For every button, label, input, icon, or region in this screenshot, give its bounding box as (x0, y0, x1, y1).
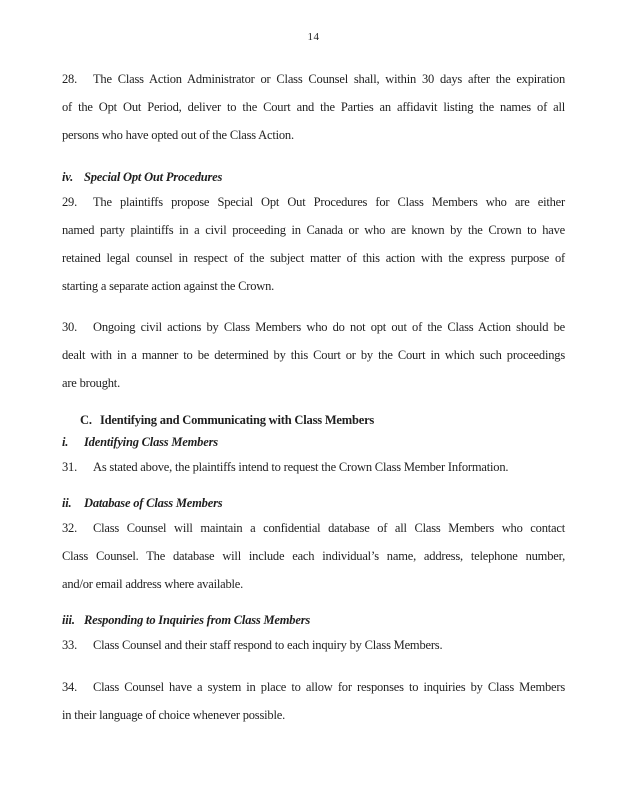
paragraph-line: are brought. (62, 376, 120, 390)
paragraph-29 (62, 188, 565, 300)
subheading-iii-responding (62, 609, 565, 631)
paragraph-30 (62, 313, 565, 397)
paragraph-text: Class Counsel and their staff respond to each inquiry by Class Members. (93, 638, 443, 652)
paragraph-number: 33. (62, 638, 78, 652)
paragraph-line: of the Opt Out Period, deliver to the Court and the Parties an affidavit listing the names of all (62, 100, 565, 114)
paragraph-31 (62, 453, 565, 481)
subheading-numeral: ii. (62, 496, 72, 510)
paragraph-text: Ongoing civil actions by Class Members who do not opt out of the Class Action should be (93, 320, 565, 334)
paragraph-line: dealt with in a manner to be determined by this Court or by the Court in which such proceedings (62, 348, 565, 362)
paragraph-line: named party plaintiffs in a civil proceeding in Canada or who are known by the Crown to have (62, 223, 565, 237)
page-number: 14 (307, 31, 320, 43)
paragraph-33 (62, 631, 565, 659)
paragraph-line (62, 673, 565, 701)
paragraph-line (62, 514, 565, 542)
paragraph-number: 28. (62, 72, 78, 86)
subheading-numeral: iii. (62, 613, 75, 627)
paragraph-number: 34. (62, 680, 78, 694)
paragraph-line: retained legal counsel in respect of the subject matter of this action with the express purpose of (62, 251, 565, 265)
subheading-title: Identifying Class Members (84, 435, 218, 449)
paragraph-line (62, 188, 565, 216)
subheading-i-identifying (62, 431, 565, 453)
paragraph-line: Class Counsel. The database will include each individual’s name, address, telephone number, (62, 549, 565, 563)
section-title: Identifying and Communicating with Class Members (100, 413, 375, 427)
paragraph-text: Class Counsel will maintain a confidential database of all Class Members who contact (93, 521, 565, 535)
paragraph-line (62, 631, 565, 659)
paragraph-28 (62, 65, 565, 149)
paragraph-number: 32. (62, 521, 78, 535)
subheading-iv-special-opt-out (62, 166, 565, 188)
paragraph-line (62, 453, 565, 481)
paragraph-line: starting a separate action against the Crown. (62, 279, 275, 293)
paragraph-line (62, 65, 565, 93)
paragraph-text: As stated above, the plaintiffs intend to request the Crown Class Member Information. (93, 460, 509, 474)
subheading-title: Special Opt Out Procedures (84, 170, 223, 184)
subheading-title: Database of Class Members (84, 496, 223, 510)
paragraph-line: persons who have opted out of the Class Action. (62, 128, 294, 142)
section-letter: C. (80, 413, 92, 427)
paragraph-number: 31. (62, 460, 78, 474)
subheading-numeral: i. (62, 435, 69, 449)
paragraph-number: 29. (62, 195, 78, 209)
paragraph-text: The plaintiffs propose Special Opt Out Procedures for Class Members who are either (93, 195, 565, 209)
section-heading-c (62, 409, 565, 431)
subheading-ii-database (62, 492, 565, 514)
subheading-numeral: iv. (62, 170, 74, 184)
paragraph-text: The Class Action Administrator or Class Counsel shall, within 30 days after the expiration (93, 72, 565, 86)
paragraph-32 (62, 514, 565, 598)
paragraph-line: and/or email address where available. (62, 577, 244, 591)
paragraph-line (62, 313, 565, 341)
paragraph-number: 30. (62, 320, 78, 334)
paragraph-line: in their language of choice whenever possible. (62, 708, 286, 722)
paragraph-34 (62, 673, 565, 729)
subheading-title: Responding to Inquiries from Class Members (84, 613, 311, 627)
paragraph-text: Class Counsel have a system in place to allow for responses to inquiries by Class Members (93, 680, 565, 694)
